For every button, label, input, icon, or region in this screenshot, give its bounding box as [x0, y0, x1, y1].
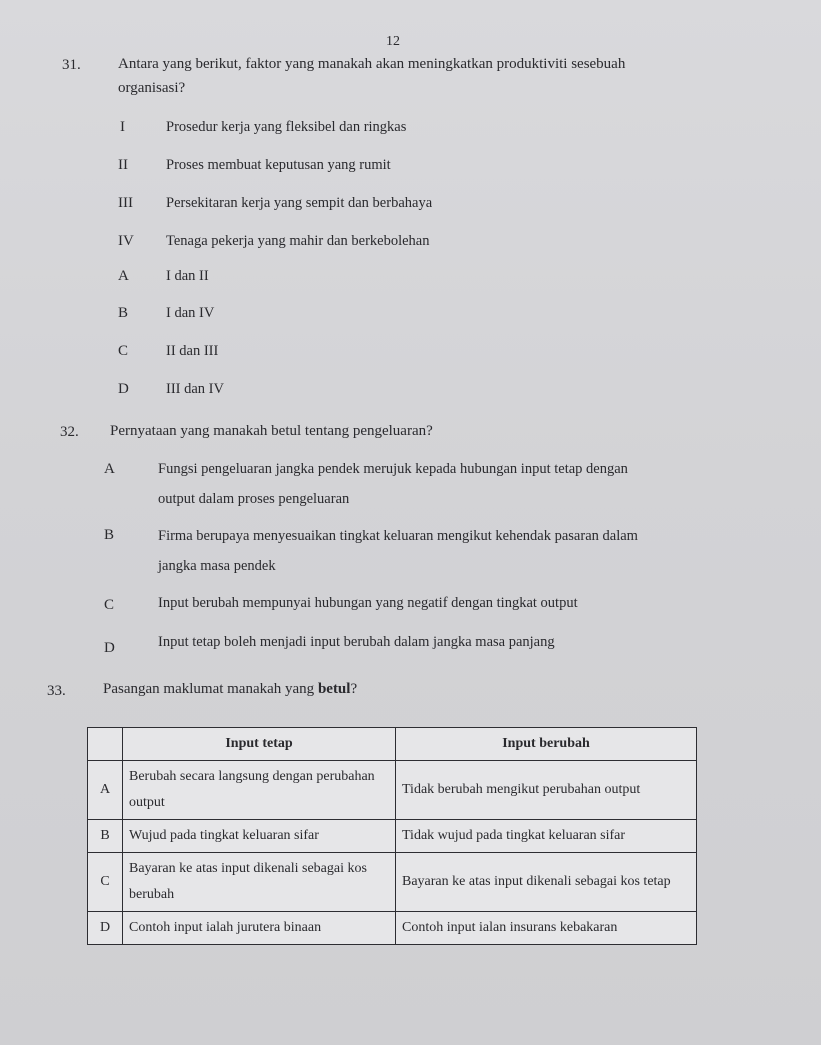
table-row	[88, 761, 697, 820]
question-emphasis: betul	[317, 681, 351, 697]
table-cell: Wujud pada tingkat keluaran sifar	[123, 820, 396, 853]
table-row	[88, 912, 697, 945]
table-header-input-tetap: Input tetap	[123, 728, 396, 761]
option-text: III dan IV	[166, 381, 224, 397]
table-cell: Contoh input ialan insurans kebakaran	[396, 912, 697, 945]
statement-text: Tenaga pekerja yang mahir dan berkebolehan	[166, 233, 430, 249]
option-letter: A	[118, 268, 129, 284]
row-letter: B	[88, 820, 123, 853]
statement-text: Prosedur kerja yang fleksibel dan ringkas	[166, 119, 407, 135]
statement-roman: IV	[118, 233, 134, 249]
statement-text: Persekitaran kerja yang sempit dan berbahaya	[166, 195, 433, 211]
option-letter: D	[118, 381, 129, 397]
option-text-line: output dalam proses pengeluaran	[158, 491, 350, 507]
question-text	[118, 52, 625, 100]
question-text: Pernyataan yang manakah betul tentang pengeluaran?	[110, 423, 433, 439]
option-letter: B	[118, 305, 129, 321]
option-letter: A	[104, 461, 115, 477]
option-text: I dan II	[166, 268, 209, 284]
question-text-part: ?	[350, 681, 358, 697]
question-number: 32.	[60, 424, 79, 440]
option-text: II dan III	[166, 343, 219, 359]
statement-roman: III	[118, 195, 133, 211]
table-cell: Contoh input ialah jurutera binaan	[123, 912, 396, 945]
option-letter: D	[104, 640, 115, 656]
table-header-input-berubah: Input berubah	[396, 728, 697, 761]
option-text: I dan IV	[166, 305, 215, 321]
table-header-row	[88, 728, 697, 761]
option-letter: B	[104, 527, 115, 543]
question-text-line: organisasi?	[118, 80, 186, 96]
option-text: Input berubah mempunyai hubungan yang negatif dengan tingkat output	[158, 595, 578, 611]
option-letter: C	[118, 343, 129, 359]
row-letter: A	[88, 761, 123, 820]
table-row	[88, 820, 697, 853]
question-number: 31.	[62, 57, 81, 73]
table-cell: Bayaran ke atas input dikenali sebagai kos berubah	[123, 853, 396, 912]
table-cell: Bayaran ke atas input dikenali sebagai kos tetap	[396, 853, 697, 912]
statement-roman: II	[118, 157, 128, 173]
question-text	[103, 677, 357, 701]
table-cell: Berubah secara langsung dengan perubahan output	[123, 761, 396, 820]
option-text	[158, 454, 628, 514]
table-cell: Tidak berubah mengikut perubahan output	[396, 761, 697, 820]
comparison-table	[87, 727, 697, 945]
question-text-line: Antara yang berikut, faktor yang manakah akan meningkatkan produktiviti sesebuah	[118, 56, 626, 72]
row-letter: C	[88, 853, 123, 912]
option-text: Input tetap boleh menjadi input berubah dalam jangka masa panjang	[158, 634, 555, 650]
page-number: 12	[386, 34, 400, 49]
statement-roman: I	[120, 119, 125, 135]
option-text-line: Firma berupaya menyesuaikan tingkat keluaran mengikut kehendak pasaran dalam	[158, 528, 638, 544]
table-header-blank	[88, 728, 123, 761]
option-text-line: Fungsi pengeluaran jangka pendek merujuk kepada hubungan input tetap dengan	[158, 461, 628, 477]
table-row	[88, 853, 697, 912]
table-cell: Tidak wujud pada tingkat keluaran sifar	[396, 820, 697, 853]
statement-text: Proses membuat keputusan yang rumit	[166, 157, 391, 173]
row-letter: D	[88, 912, 123, 945]
option-letter: C	[104, 597, 115, 613]
option-text	[158, 521, 638, 581]
option-text-line: jangka masa pendek	[158, 558, 276, 574]
question-text-part: Pasangan maklumat manakah yang	[103, 681, 318, 697]
question-number: 33.	[47, 683, 66, 699]
